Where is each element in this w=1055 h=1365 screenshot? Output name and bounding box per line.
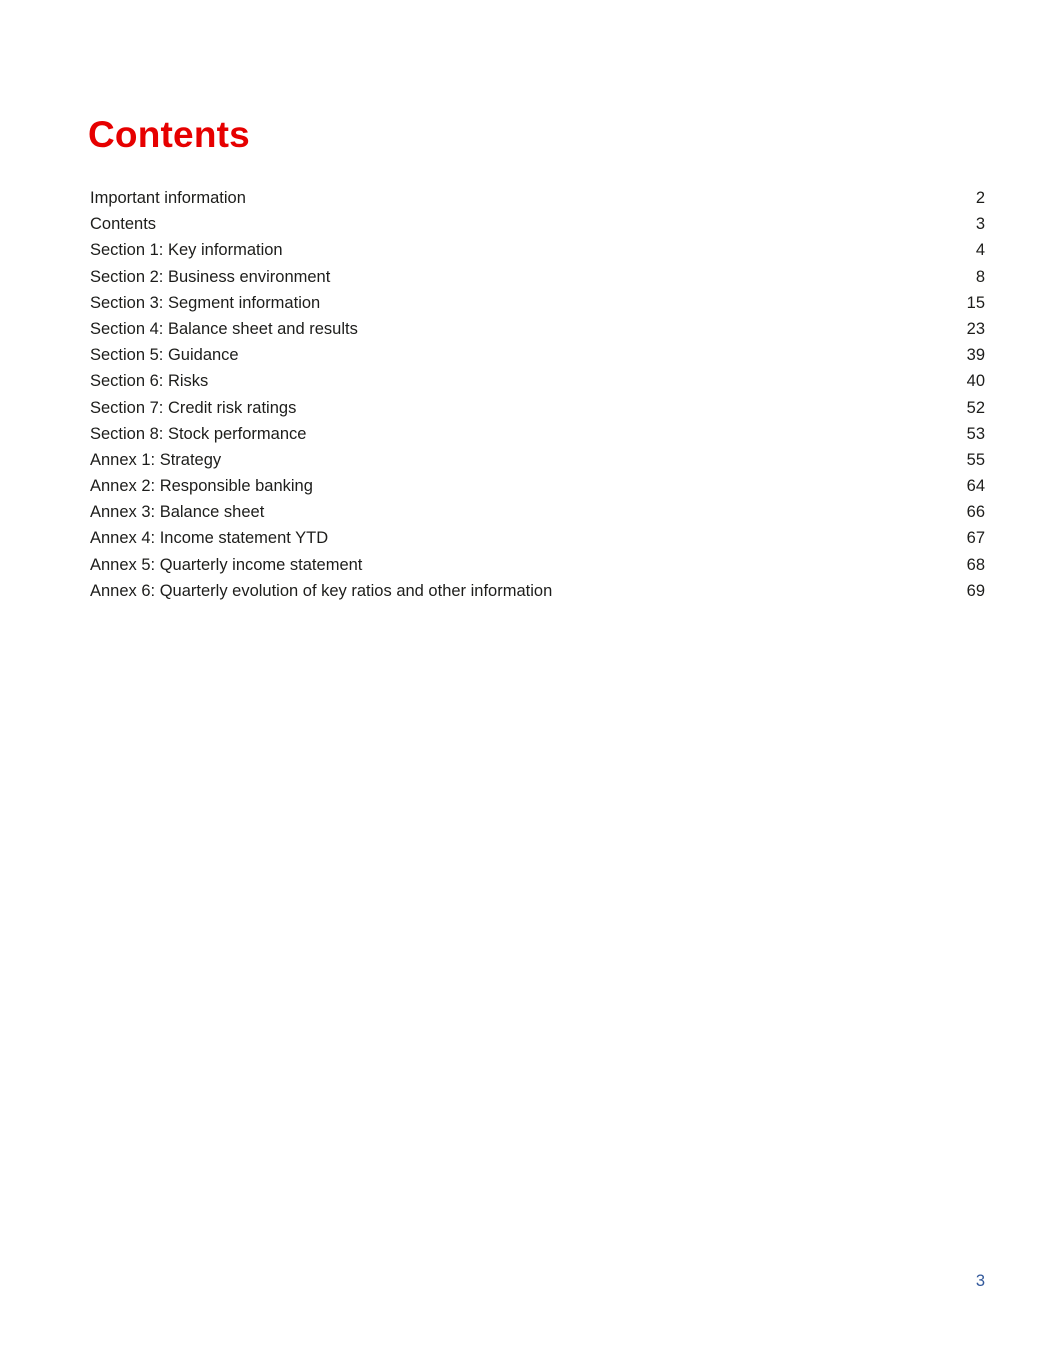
toc-entry-page-number: 4 bbox=[975, 241, 985, 260]
toc-row[interactable] bbox=[90, 421, 985, 447]
toc-row[interactable] bbox=[90, 499, 985, 525]
toc-entry-label: Annex 2: Responsible banking bbox=[90, 477, 313, 496]
toc-entry-label: Section 7: Credit risk ratings bbox=[90, 398, 297, 417]
toc-row[interactable] bbox=[90, 264, 985, 290]
toc-row[interactable] bbox=[90, 342, 985, 368]
toc-entry-label: Section 3: Segment information bbox=[90, 293, 321, 312]
toc-entry-page-number: 52 bbox=[966, 398, 985, 417]
toc-entry-label: Annex 3: Balance sheet bbox=[90, 503, 265, 522]
toc-row[interactable] bbox=[90, 552, 985, 578]
toc-entry-page-number: 2 bbox=[975, 189, 985, 207]
toc-entry-label: Annex 4: Income statement YTD bbox=[90, 529, 329, 548]
toc-entry-page-number: 67 bbox=[966, 529, 985, 548]
toc-row[interactable] bbox=[90, 290, 985, 316]
footer-page-number: 3 bbox=[975, 1272, 985, 1290]
toc-row[interactable] bbox=[90, 473, 985, 499]
toc-row[interactable] bbox=[90, 578, 985, 604]
toc-entry-label: Section 1: Key information bbox=[90, 241, 283, 260]
toc-entry-label: Section 2: Business environment bbox=[90, 267, 331, 286]
toc-entry-page-number: 53 bbox=[966, 424, 985, 443]
toc-entry-label: Annex 6: Quarterly evolution of key ratios and other information bbox=[90, 581, 553, 600]
toc-entry-label: Section 8: Stock performance bbox=[90, 424, 307, 443]
toc-entry-page-number: 15 bbox=[966, 293, 985, 312]
toc-entry-page-number: 23 bbox=[966, 319, 985, 338]
toc-entry-page-number: 68 bbox=[966, 555, 985, 574]
toc-entry-label: Important information bbox=[90, 189, 246, 207]
toc-entry-page-number: 8 bbox=[975, 267, 985, 286]
toc-entry-label: Contents bbox=[90, 215, 157, 234]
toc-entry-page-number: 40 bbox=[966, 372, 985, 391]
toc-entry-page-number: 39 bbox=[966, 346, 985, 365]
toc-entry-label: Section 4: Balance sheet and results bbox=[90, 319, 358, 338]
toc-row[interactable] bbox=[90, 395, 985, 421]
toc-entry-label: Annex 5: Quarterly income statement bbox=[90, 555, 363, 574]
toc-row[interactable] bbox=[90, 316, 985, 342]
toc-row[interactable] bbox=[90, 211, 985, 237]
toc-row[interactable] bbox=[90, 525, 985, 551]
toc-entry-label: Section 5: Guidance bbox=[90, 346, 239, 365]
page-title: Contents bbox=[88, 114, 250, 155]
toc-entry-page-number: 66 bbox=[966, 503, 985, 522]
toc-entry-label: Section 6: Risks bbox=[90, 372, 209, 391]
toc-entry-page-number: 55 bbox=[966, 450, 985, 469]
toc-row[interactable] bbox=[90, 368, 985, 394]
toc-row[interactable] bbox=[90, 237, 985, 263]
table-of-contents bbox=[90, 185, 985, 604]
toc-row[interactable] bbox=[90, 447, 985, 473]
toc-row[interactable] bbox=[90, 185, 985, 211]
toc-entry-page-number: 64 bbox=[966, 477, 985, 496]
toc-entry-page-number: 69 bbox=[966, 581, 985, 600]
toc-entry-page-number: 3 bbox=[975, 215, 985, 234]
toc-entry-label: Annex 1: Strategy bbox=[90, 450, 222, 469]
